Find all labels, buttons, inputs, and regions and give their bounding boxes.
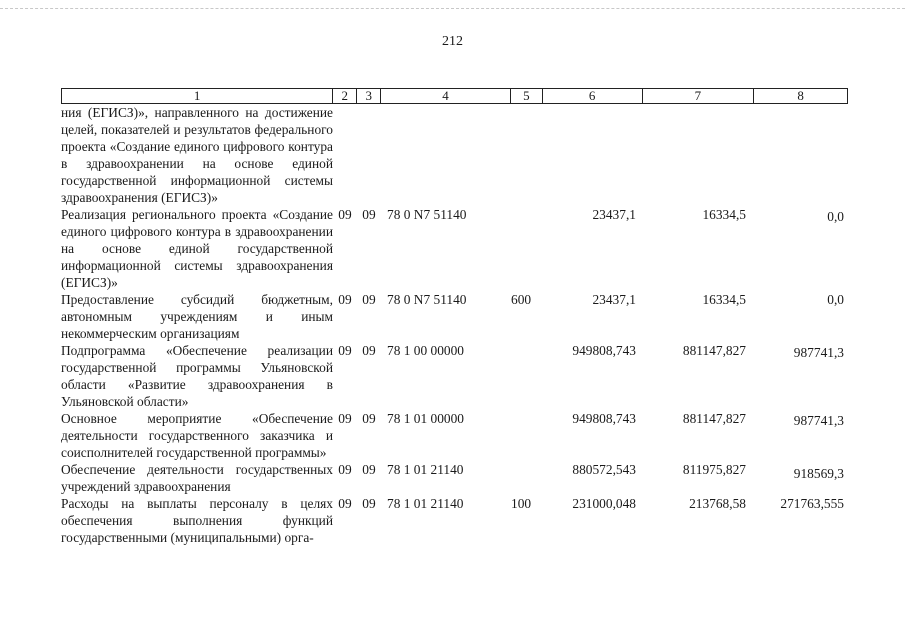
row-expense-type: 100 (511, 496, 532, 511)
row-target-code: 78 1 00 00000 (387, 343, 464, 358)
row-amount-1: 23437,1 (592, 292, 636, 307)
row-target-code: 78 0 N7 51140 (387, 292, 467, 307)
row-expense-type: 600 (511, 292, 532, 307)
row-name: Реализация регионального проекта «Создание единого цифрового контура в здравоохранении на основе единой государственной информационной системы здравоохранения (ЕГИСЗ)» (61, 207, 333, 290)
row-amount-3: 0,0 (827, 292, 844, 307)
header-col-5: 5 (511, 89, 543, 103)
row-name: Обеспечение деятельности государственных учреждений здравоохранения (61, 462, 333, 494)
row-name: Подпрограмма «Обеспечение реализации государственной программы Ульяновской области «Развитие здравоохранения в Ульяновской области» (61, 343, 333, 409)
header-col-1: 1 (62, 89, 333, 103)
row-amount-2: 16334,5 (702, 207, 746, 222)
row-section: 09 (338, 462, 352, 477)
row-target-code: 78 1 01 00000 (387, 411, 464, 426)
row-amount-1: 949808,743 (572, 343, 636, 358)
row-target-code: 78 0 N7 51140 (387, 207, 467, 222)
row-subsection: 09 (362, 343, 376, 358)
table-row (61, 461, 848, 495)
row-amount-1: 880572,543 (572, 462, 636, 477)
row-amount-2: 811975,827 (682, 462, 746, 477)
row-amount-3: 987741,3 (793, 345, 844, 360)
table-row (61, 342, 848, 410)
table-row (61, 495, 848, 546)
page-number: 212 (442, 34, 463, 49)
row-target-code: 78 1 01 21140 (387, 462, 464, 477)
row-subsection: 09 (362, 496, 376, 511)
row-section: 09 (338, 292, 352, 307)
row-target-code: 78 1 01 21140 (387, 496, 464, 511)
row-subsection: 09 (362, 411, 376, 426)
row-amount-3: 271763,555 (780, 496, 844, 511)
header-col-2: 2 (333, 89, 357, 103)
row-amount-1: 231000,048 (572, 496, 636, 511)
row-amount-3: 987741,3 (793, 413, 844, 428)
table-row (61, 104, 848, 206)
row-amount-2: 213768,58 (689, 496, 746, 511)
row-section: 09 (338, 411, 352, 426)
table-row (61, 291, 848, 342)
header-col-7: 7 (643, 89, 755, 103)
row-subsection: 09 (362, 292, 376, 307)
table-header (61, 88, 848, 104)
row-amount-3: 0,0 (827, 209, 844, 224)
row-amount-1: 23437,1 (592, 207, 636, 222)
row-name: Расходы на выплаты персоналу в целях обеспечения выполнения функций государственными (муниципальными) орга- (61, 496, 333, 545)
table-row (61, 410, 848, 461)
row-name: Основное мероприятие «Обеспечение деятельности государственного заказчика и соисполнителей государственной программы» (61, 411, 333, 460)
row-subsection: 09 (362, 207, 376, 222)
row-amount-2: 881147,827 (682, 343, 746, 358)
row-name: ния (ЕГИСЗ)», направленного на достижение целей, показателей и результатов федерального проекта «Создание единого цифрового контура в здравоохранении на основе единой государственной информационной системы здравоохранения (ЕГИСЗ)» (61, 105, 333, 205)
table-row (61, 206, 848, 291)
header-col-4: 4 (381, 89, 511, 103)
row-section: 09 (338, 496, 352, 511)
row-section: 09 (338, 207, 352, 222)
row-amount-2: 881147,827 (682, 411, 746, 426)
budget-table (61, 104, 848, 546)
row-name: Предоставление субсидий бюджетным, автономным учреждениям и иным некоммерческим организациям (61, 292, 333, 341)
scan-border-line (0, 8, 905, 9)
header-col-3: 3 (357, 89, 381, 103)
row-amount-1: 949808,743 (572, 411, 636, 426)
row-amount-3: 918569,3 (793, 466, 844, 481)
header-col-8: 8 (797, 88, 804, 103)
row-amount-2: 16334,5 (702, 292, 746, 307)
row-subsection: 09 (362, 462, 376, 477)
header-col-6: 6 (543, 89, 643, 103)
row-section: 09 (338, 343, 352, 358)
